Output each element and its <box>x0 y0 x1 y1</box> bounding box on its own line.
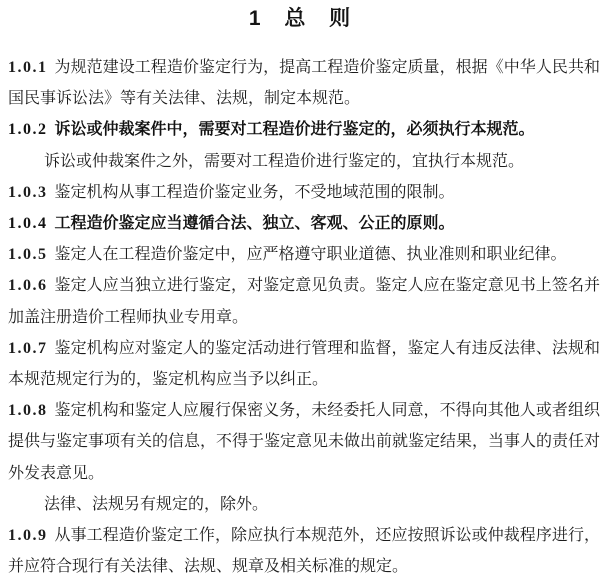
clause-1-0-1 <box>8 52 600 114</box>
clause-text: 鉴定机构从事工程造价鉴定业务，不受地域范围的限制。 <box>54 183 455 201</box>
clause-number: 1.0.2 <box>8 121 48 139</box>
clause-1-0-5 <box>8 239 600 270</box>
clause-number: 1.0.6 <box>8 277 48 295</box>
clause-text: 法律、法规另有规定的，除外。 <box>44 495 269 513</box>
clause-1-0-7 <box>8 333 600 395</box>
clause-text: 工程造价鉴定应当遵循合法、独立、客观、公正的原则。 <box>54 215 455 233</box>
clause-text: 鉴定人应当独立进行鉴定，对鉴定意见负责。鉴定人应在鉴定意见书上签名并加盖注册造价工程师执业专用章。 <box>8 277 600 326</box>
chapter-title: 1 总 则 <box>248 7 360 30</box>
clause-text: 诉讼或仲裁案件之外，需要对工程造价进行鉴定的，宜执行本规范。 <box>44 152 525 170</box>
clause-text: 鉴定机构应对鉴定人的鉴定活动进行管理和监督，鉴定人有违反法律、法规和本规范规定行为的，鉴定机构应当予以纠正。 <box>8 339 600 389</box>
clause-1-0-6 <box>8 270 600 332</box>
clause-number: 1.0.4 <box>8 215 48 233</box>
clause-number: 1.0.9 <box>8 527 48 545</box>
clause-1-0-8 <box>8 395 600 489</box>
clause-number: 1.0.3 <box>8 183 48 201</box>
clause-number: 1.0.1 <box>8 59 48 76</box>
clause-text: 从事工程造价鉴定工作，除应执行本规范外，还应按照诉讼或仲裁程序进行，并应符合现行有关法律、法规、规章及相关标准的规定。 <box>8 527 600 576</box>
clause-1-0-2 <box>8 114 600 145</box>
clause-text: 鉴定机构和鉴定人应履行保密义务，未经委托人同意，不得向其他人或者组织提供与鉴定事项有关的信息，不得于鉴定意见未做出前就鉴定结果，当事人的责任对外发表意见。 <box>8 402 601 482</box>
clause-1-0-3 <box>8 177 600 208</box>
clause-1-0-8-supplement <box>8 489 600 520</box>
clause-number: 1.0.7 <box>8 339 48 357</box>
clause-1-0-9 <box>8 520 600 582</box>
clause-number: 1.0.5 <box>8 246 48 264</box>
clause-text: 鉴定人在工程造价鉴定中，应严格遵守职业道德、执业准则和职业纪律。 <box>54 246 567 264</box>
clause-1-0-4 <box>8 208 600 239</box>
clause-text: 为规范建设工程造价鉴定行为，提高工程造价鉴定质量，根据《中华人民共和国民事诉讼法》等有关法律、法规，制定本规范。 <box>8 59 600 108</box>
clause-text: 诉讼或仲裁案件中，需要对工程造价进行鉴定的，必须执行本规范。 <box>54 121 535 139</box>
clause-1-0-2-supplement <box>8 146 600 177</box>
clause-number: 1.0.8 <box>8 402 48 420</box>
